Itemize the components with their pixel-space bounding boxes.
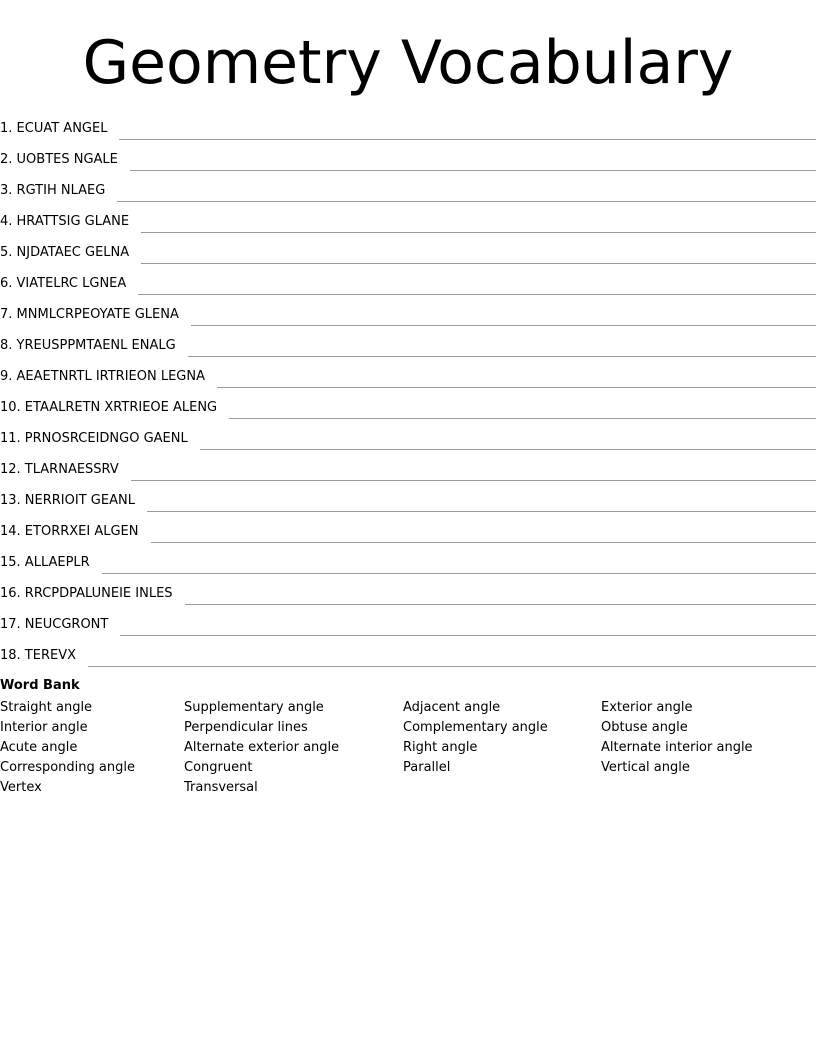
scramble-item <box>0 514 816 545</box>
scramble-word: 16. RRCPDPALUNEIE INLES <box>0 586 173 601</box>
word-bank-heading: Word Bank <box>0 678 80 693</box>
word-bank-entry: Right angle <box>403 740 478 755</box>
answer-line[interactable] <box>229 403 816 419</box>
answer-line[interactable] <box>138 279 816 295</box>
word-bank-entry: Perpendicular lines <box>184 720 308 735</box>
answer-line[interactable] <box>141 248 816 264</box>
word-bank-entry: Straight angle <box>0 700 93 715</box>
word-bank-column <box>184 698 339 798</box>
word-bank-column <box>0 698 135 798</box>
word-bank-entry: Parallel <box>403 760 451 775</box>
scramble-word: 17. NEUCGRONT <box>0 617 109 632</box>
scramble-item <box>0 607 816 638</box>
word-bank-column <box>403 698 548 778</box>
scramble-item <box>0 204 816 235</box>
scramble-item <box>0 545 816 576</box>
scramble-item <box>0 421 816 452</box>
scramble-word: 15. ALLAEPLR <box>0 555 90 570</box>
scramble-word: 6. VIATELRC LGNEA <box>0 276 127 291</box>
scramble-item <box>0 359 816 390</box>
answer-line[interactable] <box>217 372 816 388</box>
answer-line[interactable] <box>141 217 816 233</box>
scramble-word: 2. UOBTES NGALE <box>0 152 118 167</box>
scramble-item <box>0 266 816 297</box>
word-bank-entry: Supplementary angle <box>184 700 324 715</box>
worksheet-title: Geometry Vocabulary <box>82 28 734 98</box>
scramble-item <box>0 452 816 483</box>
word-bank-entry: Congruent <box>184 760 253 775</box>
scramble-list <box>0 111 816 669</box>
word-bank-column <box>601 698 753 778</box>
scramble-word: 7. MNMLCRPEOYATE GLENA <box>0 307 179 322</box>
answer-line[interactable] <box>119 124 816 140</box>
word-bank-entry: Adjacent angle <box>403 700 501 715</box>
answer-line[interactable] <box>130 155 816 171</box>
scramble-word: 11. PRNOSRCEIDNGO GAENL <box>0 431 188 446</box>
scramble-item <box>0 390 816 421</box>
scramble-item <box>0 483 816 514</box>
word-bank-entry: Obtuse angle <box>601 720 688 735</box>
word-bank-entry: Exterior angle <box>601 700 693 715</box>
word-bank-entry: Alternate exterior angle <box>184 740 340 755</box>
answer-line[interactable] <box>117 186 816 202</box>
word-bank-entry: Corresponding angle <box>0 760 135 775</box>
scramble-word: 10. ETAALRETN XRTRIEOE ALENG <box>0 400 218 415</box>
scramble-item <box>0 328 816 359</box>
scramble-word: 8. YREUSPPMTAENL ENALG <box>0 338 176 353</box>
answer-line[interactable] <box>185 589 816 605</box>
answer-line[interactable] <box>151 527 816 543</box>
scramble-word: 9. AEAETNRTL IRTRIEON LEGNA <box>0 369 205 384</box>
answer-line[interactable] <box>120 620 816 636</box>
answer-line[interactable] <box>131 465 816 481</box>
scramble-word: 13. NERRIOIT GEANL <box>0 493 135 508</box>
scramble-word: 12. TLARNAESSRV <box>0 462 119 477</box>
word-bank-entry: Acute angle <box>0 740 78 755</box>
word-bank-entry: Alternate interior angle <box>601 740 753 755</box>
scramble-item <box>0 297 816 328</box>
scramble-item <box>0 638 816 669</box>
word-bank-entry: Vertex <box>0 780 42 795</box>
word-bank-entry: Transversal <box>184 780 258 795</box>
scramble-word: 18. TEREVX <box>0 648 77 663</box>
answer-line[interactable] <box>147 496 816 512</box>
word-bank-entry: Interior angle <box>0 720 88 735</box>
scramble-item <box>0 235 816 266</box>
scramble-item <box>0 173 816 204</box>
answer-line[interactable] <box>200 434 816 450</box>
answer-line[interactable] <box>88 651 816 667</box>
scramble-word: 4. HRATTSIG GLANE <box>0 214 130 229</box>
scramble-item <box>0 142 816 173</box>
word-bank <box>0 698 816 798</box>
scramble-word: 14. ETORRXEI ALGEN <box>0 524 139 539</box>
scramble-item <box>0 576 816 607</box>
scramble-word: 5. NJDATAEC GELNA <box>0 245 130 260</box>
scramble-item <box>0 111 816 142</box>
answer-line[interactable] <box>102 558 816 574</box>
answer-line[interactable] <box>191 310 816 326</box>
scramble-word: 3. RGTIH NLAEG <box>0 183 106 198</box>
answer-line[interactable] <box>188 341 816 357</box>
scramble-word: 1. ECUAT ANGEL <box>0 121 108 136</box>
word-bank-entry: Vertical angle <box>601 760 690 775</box>
word-bank-entry: Complementary angle <box>403 720 548 735</box>
